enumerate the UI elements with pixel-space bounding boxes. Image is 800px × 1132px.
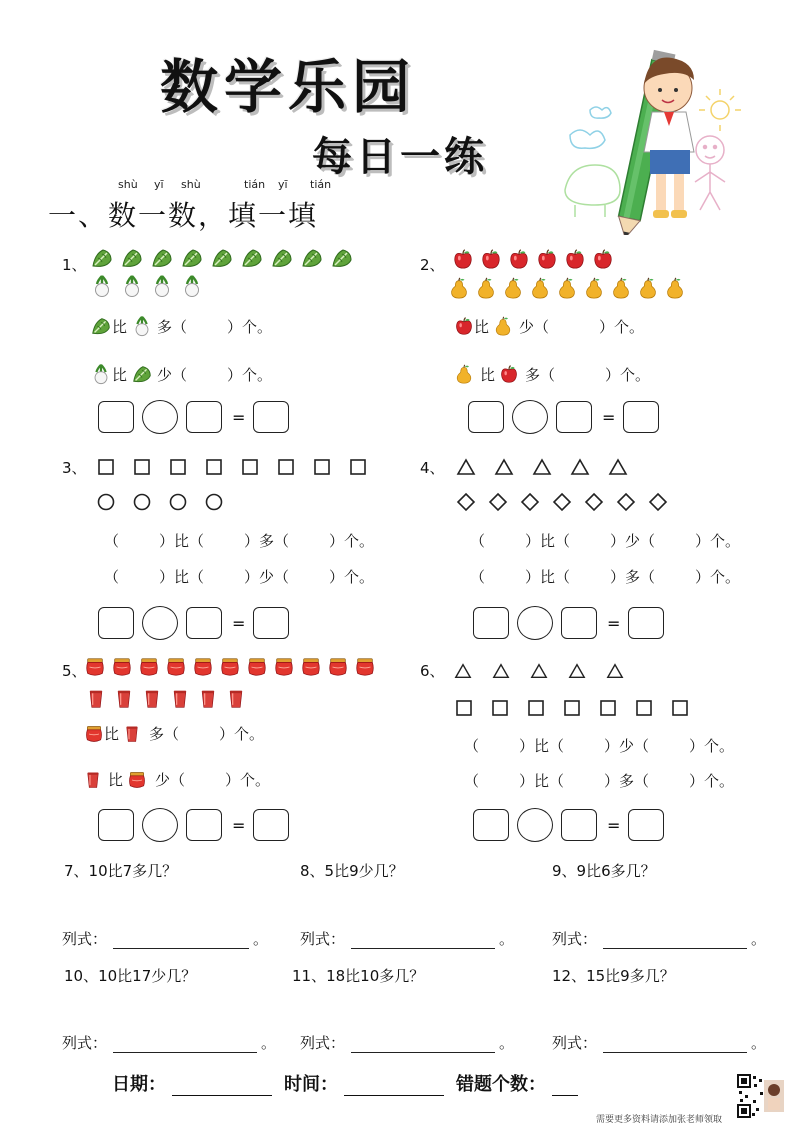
text: （ bbox=[470, 532, 486, 550]
text: ）少（ bbox=[610, 532, 656, 550]
text: 比 bbox=[112, 365, 128, 384]
equation-line bbox=[300, 1032, 514, 1053]
radish-icon bbox=[120, 274, 144, 298]
apple-icon bbox=[592, 248, 614, 270]
pear-row bbox=[448, 276, 691, 300]
period: 。 bbox=[751, 930, 767, 948]
equation-line bbox=[300, 928, 514, 949]
text: ）个。 bbox=[695, 568, 741, 586]
pear-icon bbox=[493, 315, 513, 337]
text: （ bbox=[104, 568, 120, 586]
radish-icon bbox=[180, 274, 204, 298]
text: 少（ bbox=[155, 771, 186, 789]
text: 比 bbox=[474, 317, 490, 336]
pinyin: tián bbox=[310, 178, 332, 191]
text: （ bbox=[104, 532, 120, 550]
cup-icon bbox=[142, 688, 162, 710]
text: ）少（ bbox=[604, 737, 650, 755]
apple-icon bbox=[480, 248, 502, 270]
compare-sentence bbox=[104, 566, 374, 587]
cup-icon bbox=[114, 688, 134, 710]
triangle-icon bbox=[532, 457, 552, 477]
formula-boxes bbox=[473, 808, 664, 842]
text: （ bbox=[470, 568, 486, 586]
pear-icon bbox=[583, 276, 605, 300]
boy-with-pencil-illustration bbox=[560, 40, 750, 235]
square-row bbox=[96, 457, 384, 477]
answer-line[interactable] bbox=[603, 1037, 747, 1053]
errors-line[interactable] bbox=[552, 1078, 578, 1096]
square-icon bbox=[454, 698, 474, 718]
formula-boxes bbox=[473, 606, 664, 640]
vegetable-icon bbox=[330, 246, 354, 270]
triangle-icon bbox=[570, 457, 590, 477]
worksheet-title: 数学乐园 bbox=[160, 53, 417, 121]
apple-icon bbox=[499, 364, 519, 384]
diamond-icon bbox=[616, 492, 636, 512]
circle-icon bbox=[204, 492, 224, 512]
text: 多（ bbox=[149, 725, 180, 743]
jar-icon bbox=[127, 770, 147, 790]
compare-sentence bbox=[90, 315, 272, 337]
result-box[interactable] bbox=[628, 607, 664, 639]
square-icon bbox=[562, 698, 582, 718]
cup-icon bbox=[123, 724, 141, 744]
text: 少（ bbox=[157, 365, 188, 384]
jar-icon bbox=[111, 656, 133, 678]
text: ）个。 bbox=[689, 737, 735, 755]
text: ）多（ bbox=[610, 568, 656, 586]
problem-number: 5、 bbox=[62, 662, 87, 680]
qr-caption: 需要更多资料请添加张老师领取 bbox=[596, 1115, 723, 1125]
diamond-row bbox=[456, 492, 680, 512]
jar-icon bbox=[219, 656, 241, 678]
formula-boxes bbox=[98, 400, 289, 434]
problem-number: 4、 bbox=[420, 459, 445, 477]
answer-box[interactable] bbox=[561, 607, 597, 639]
pear-icon bbox=[529, 276, 551, 300]
label: 列式： bbox=[552, 930, 598, 948]
vegetable-icon bbox=[240, 246, 264, 270]
operator-circle[interactable] bbox=[512, 400, 548, 434]
time-label: 时间： bbox=[284, 1074, 338, 1095]
square-row bbox=[454, 698, 706, 718]
radish-row bbox=[90, 274, 210, 298]
period: 。 bbox=[253, 930, 269, 948]
compare-sentence bbox=[470, 566, 740, 587]
compare-sentence bbox=[470, 530, 740, 551]
time-line[interactable] bbox=[344, 1078, 444, 1096]
problem-number: 6、 bbox=[420, 662, 445, 680]
label: 列式： bbox=[300, 1034, 346, 1052]
diamond-icon bbox=[520, 492, 540, 512]
word-problem: 9、9比6多几？ bbox=[552, 862, 656, 880]
vegetable-icon bbox=[300, 246, 324, 270]
label: 列式： bbox=[62, 1034, 108, 1052]
text: ）比（ bbox=[159, 532, 205, 550]
text: ）个。 bbox=[329, 568, 375, 586]
triangle-icon bbox=[492, 662, 510, 680]
text: ）个。 bbox=[689, 772, 735, 790]
operator-circle[interactable] bbox=[142, 606, 178, 640]
vegetable-icon bbox=[90, 315, 112, 337]
result-box[interactable] bbox=[253, 607, 289, 639]
square-icon bbox=[490, 698, 510, 718]
square-icon bbox=[204, 457, 224, 477]
equation-line bbox=[62, 928, 268, 949]
text: ）比（ bbox=[525, 568, 571, 586]
text: 多（ bbox=[525, 365, 556, 384]
diamond-icon bbox=[552, 492, 572, 512]
square-icon bbox=[526, 698, 546, 718]
word-problem: 7、10比7多几？ bbox=[64, 862, 178, 880]
section-title: 一、数一数，填一填 bbox=[48, 199, 319, 232]
answer-box[interactable] bbox=[186, 607, 222, 639]
cup-icon bbox=[170, 688, 190, 710]
compare-sentence bbox=[84, 769, 270, 790]
formula-boxes bbox=[468, 400, 659, 434]
text: 多（ bbox=[157, 317, 188, 336]
triangle-row bbox=[454, 662, 644, 680]
answer-box[interactable] bbox=[473, 809, 509, 841]
apple-icon bbox=[454, 316, 474, 336]
text: ）比（ bbox=[525, 532, 571, 550]
jar-icon bbox=[354, 656, 376, 678]
square-icon bbox=[634, 698, 654, 718]
result-box[interactable] bbox=[253, 401, 289, 433]
result-box[interactable] bbox=[628, 809, 664, 841]
jar-icon bbox=[84, 724, 104, 744]
answer-box[interactable] bbox=[473, 607, 509, 639]
equals-sign: = bbox=[232, 815, 246, 835]
triangle-icon bbox=[454, 662, 472, 680]
text: ）比（ bbox=[159, 568, 205, 586]
triangle-icon bbox=[606, 662, 624, 680]
apple-icon bbox=[508, 248, 530, 270]
answer-line[interactable] bbox=[351, 933, 495, 949]
compare-sentence bbox=[454, 363, 650, 385]
pear-icon bbox=[556, 276, 578, 300]
compare-sentence bbox=[90, 363, 272, 385]
pear-icon bbox=[610, 276, 632, 300]
text: ）个。 bbox=[599, 317, 645, 336]
square-icon bbox=[240, 457, 260, 477]
square-icon bbox=[348, 457, 368, 477]
operator-circle[interactable] bbox=[142, 808, 178, 842]
answer-line[interactable] bbox=[603, 933, 747, 949]
equals-sign: = bbox=[232, 407, 246, 427]
answer-box[interactable] bbox=[186, 401, 222, 433]
text: 少（ bbox=[519, 317, 550, 336]
word-problem: 10、10比17少几？ bbox=[64, 967, 197, 985]
answer-box[interactable] bbox=[98, 809, 134, 841]
jar-icon bbox=[300, 656, 322, 678]
word-problem: 11、18比10多几？ bbox=[292, 967, 425, 985]
compare-sentence bbox=[454, 315, 644, 337]
word-problem: 8、5比9少几？ bbox=[300, 862, 404, 880]
vegetable-icon bbox=[150, 246, 174, 270]
square-icon bbox=[276, 457, 296, 477]
text: ）比（ bbox=[519, 737, 565, 755]
vegetable-icon bbox=[120, 246, 144, 270]
pinyin: tián bbox=[244, 178, 266, 191]
vegetable-icon bbox=[131, 363, 153, 385]
cup-icon bbox=[86, 688, 106, 710]
footer bbox=[112, 1070, 590, 1096]
answer-line[interactable] bbox=[351, 1037, 495, 1053]
period: 。 bbox=[261, 1034, 277, 1052]
cup-icon bbox=[84, 770, 102, 790]
triangle-icon bbox=[568, 662, 586, 680]
equals-sign: = bbox=[602, 407, 616, 427]
equation-line bbox=[552, 928, 766, 949]
formula-boxes bbox=[98, 808, 289, 842]
text: 比 bbox=[480, 365, 496, 384]
answer-box[interactable] bbox=[468, 401, 504, 433]
text: ）个。 bbox=[605, 365, 651, 384]
vegetable-icon bbox=[210, 246, 234, 270]
problem-number: 2、 bbox=[420, 256, 445, 274]
answer-box[interactable] bbox=[186, 809, 222, 841]
apple-icon bbox=[536, 248, 558, 270]
jar-icon bbox=[165, 656, 187, 678]
section-heading bbox=[48, 178, 332, 234]
triangle-icon bbox=[494, 457, 514, 477]
circle-icon bbox=[96, 492, 116, 512]
label: 列式： bbox=[552, 1034, 598, 1052]
qr-code bbox=[737, 1074, 787, 1118]
diamond-icon bbox=[456, 492, 476, 512]
pinyin: shù bbox=[118, 178, 138, 191]
period: 。 bbox=[499, 930, 515, 948]
pinyin: yī bbox=[154, 178, 164, 191]
vegetable-icon bbox=[90, 246, 114, 270]
radish-icon bbox=[131, 315, 153, 337]
pinyin: shù bbox=[181, 178, 201, 191]
jar-icon bbox=[246, 656, 268, 678]
square-icon bbox=[168, 457, 188, 477]
text: ）个。 bbox=[219, 725, 265, 743]
text: 比 bbox=[108, 771, 124, 789]
vegetable-icon bbox=[270, 246, 294, 270]
cup-row bbox=[86, 688, 254, 710]
equals-sign: = bbox=[607, 613, 621, 633]
text: （ bbox=[464, 772, 480, 790]
radish-icon bbox=[90, 274, 114, 298]
text: ）少（ bbox=[244, 568, 290, 586]
cup-icon bbox=[226, 688, 246, 710]
pear-icon bbox=[637, 276, 659, 300]
jar-icon bbox=[327, 656, 349, 678]
text: ）多（ bbox=[604, 772, 650, 790]
text: ）个。 bbox=[225, 771, 271, 789]
formula-boxes bbox=[98, 606, 289, 640]
jar-icon bbox=[192, 656, 214, 678]
pear-icon bbox=[502, 276, 524, 300]
text: （ bbox=[464, 737, 480, 755]
result-box[interactable] bbox=[253, 809, 289, 841]
errors-label: 错题个数： bbox=[456, 1074, 546, 1095]
text: ）个。 bbox=[329, 532, 375, 550]
jar-icon bbox=[138, 656, 160, 678]
equals-sign: = bbox=[607, 815, 621, 835]
square-icon bbox=[132, 457, 152, 477]
pinyin-row bbox=[48, 178, 332, 194]
pear-icon bbox=[454, 363, 474, 385]
text: ）个。 bbox=[695, 532, 741, 550]
equation-line bbox=[62, 1032, 276, 1053]
square-icon bbox=[670, 698, 690, 718]
text: ）个。 bbox=[227, 365, 273, 384]
apple-icon bbox=[452, 248, 474, 270]
operator-circle[interactable] bbox=[142, 400, 178, 434]
text: 比 bbox=[104, 725, 120, 743]
apple-row bbox=[452, 248, 620, 270]
circle-row bbox=[96, 492, 240, 512]
radish-icon bbox=[90, 363, 112, 385]
compare-sentence bbox=[104, 530, 374, 551]
vegetable-icon bbox=[180, 246, 204, 270]
square-icon bbox=[598, 698, 618, 718]
text: ）个。 bbox=[227, 317, 273, 336]
answer-box[interactable] bbox=[98, 607, 134, 639]
pear-icon bbox=[475, 276, 497, 300]
label: 列式： bbox=[62, 930, 108, 948]
diamond-icon bbox=[648, 492, 668, 512]
cup-icon bbox=[198, 688, 218, 710]
answer-box[interactable] bbox=[561, 809, 597, 841]
answer-box[interactable] bbox=[98, 401, 134, 433]
square-icon bbox=[96, 457, 116, 477]
equals-sign: = bbox=[232, 613, 246, 633]
text: 比 bbox=[112, 317, 128, 336]
radish-icon bbox=[150, 274, 174, 298]
date-line[interactable] bbox=[172, 1078, 272, 1096]
pear-icon bbox=[448, 276, 470, 300]
problem-number: 3、 bbox=[62, 459, 87, 477]
triangle-icon bbox=[530, 662, 548, 680]
result-box[interactable] bbox=[623, 401, 659, 433]
problem-number: 1、 bbox=[62, 256, 87, 274]
apple-icon bbox=[564, 248, 586, 270]
equation-line bbox=[552, 1032, 766, 1053]
label: 列式： bbox=[300, 930, 346, 948]
period: 。 bbox=[499, 1034, 515, 1052]
period: 。 bbox=[751, 1034, 767, 1052]
answer-line[interactable] bbox=[113, 1037, 257, 1053]
word-problem: 12、15比9多几？ bbox=[552, 967, 675, 985]
vegetable-row bbox=[90, 246, 360, 270]
text: ）多（ bbox=[244, 532, 290, 550]
triangle-icon bbox=[608, 457, 628, 477]
jar-icon bbox=[84, 656, 106, 678]
diamond-icon bbox=[488, 492, 508, 512]
date-label: 日期： bbox=[112, 1074, 166, 1095]
triangle-icon bbox=[456, 457, 476, 477]
operator-circle[interactable] bbox=[517, 606, 553, 640]
text: ）比（ bbox=[519, 772, 565, 790]
pinyin: yī bbox=[278, 178, 288, 191]
diamond-icon bbox=[584, 492, 604, 512]
compare-sentence bbox=[464, 770, 734, 791]
triangle-row bbox=[456, 457, 646, 477]
pear-icon bbox=[664, 276, 686, 300]
compare-sentence bbox=[84, 723, 264, 744]
circle-icon bbox=[168, 492, 188, 512]
square-icon bbox=[312, 457, 332, 477]
jar-row bbox=[84, 656, 381, 678]
answer-line[interactable] bbox=[113, 933, 249, 949]
answer-box[interactable] bbox=[556, 401, 592, 433]
circle-icon bbox=[132, 492, 152, 512]
jar-icon bbox=[273, 656, 295, 678]
worksheet-subtitle: 每日一练 bbox=[312, 133, 488, 180]
operator-circle[interactable] bbox=[517, 808, 553, 842]
compare-sentence bbox=[464, 735, 734, 756]
